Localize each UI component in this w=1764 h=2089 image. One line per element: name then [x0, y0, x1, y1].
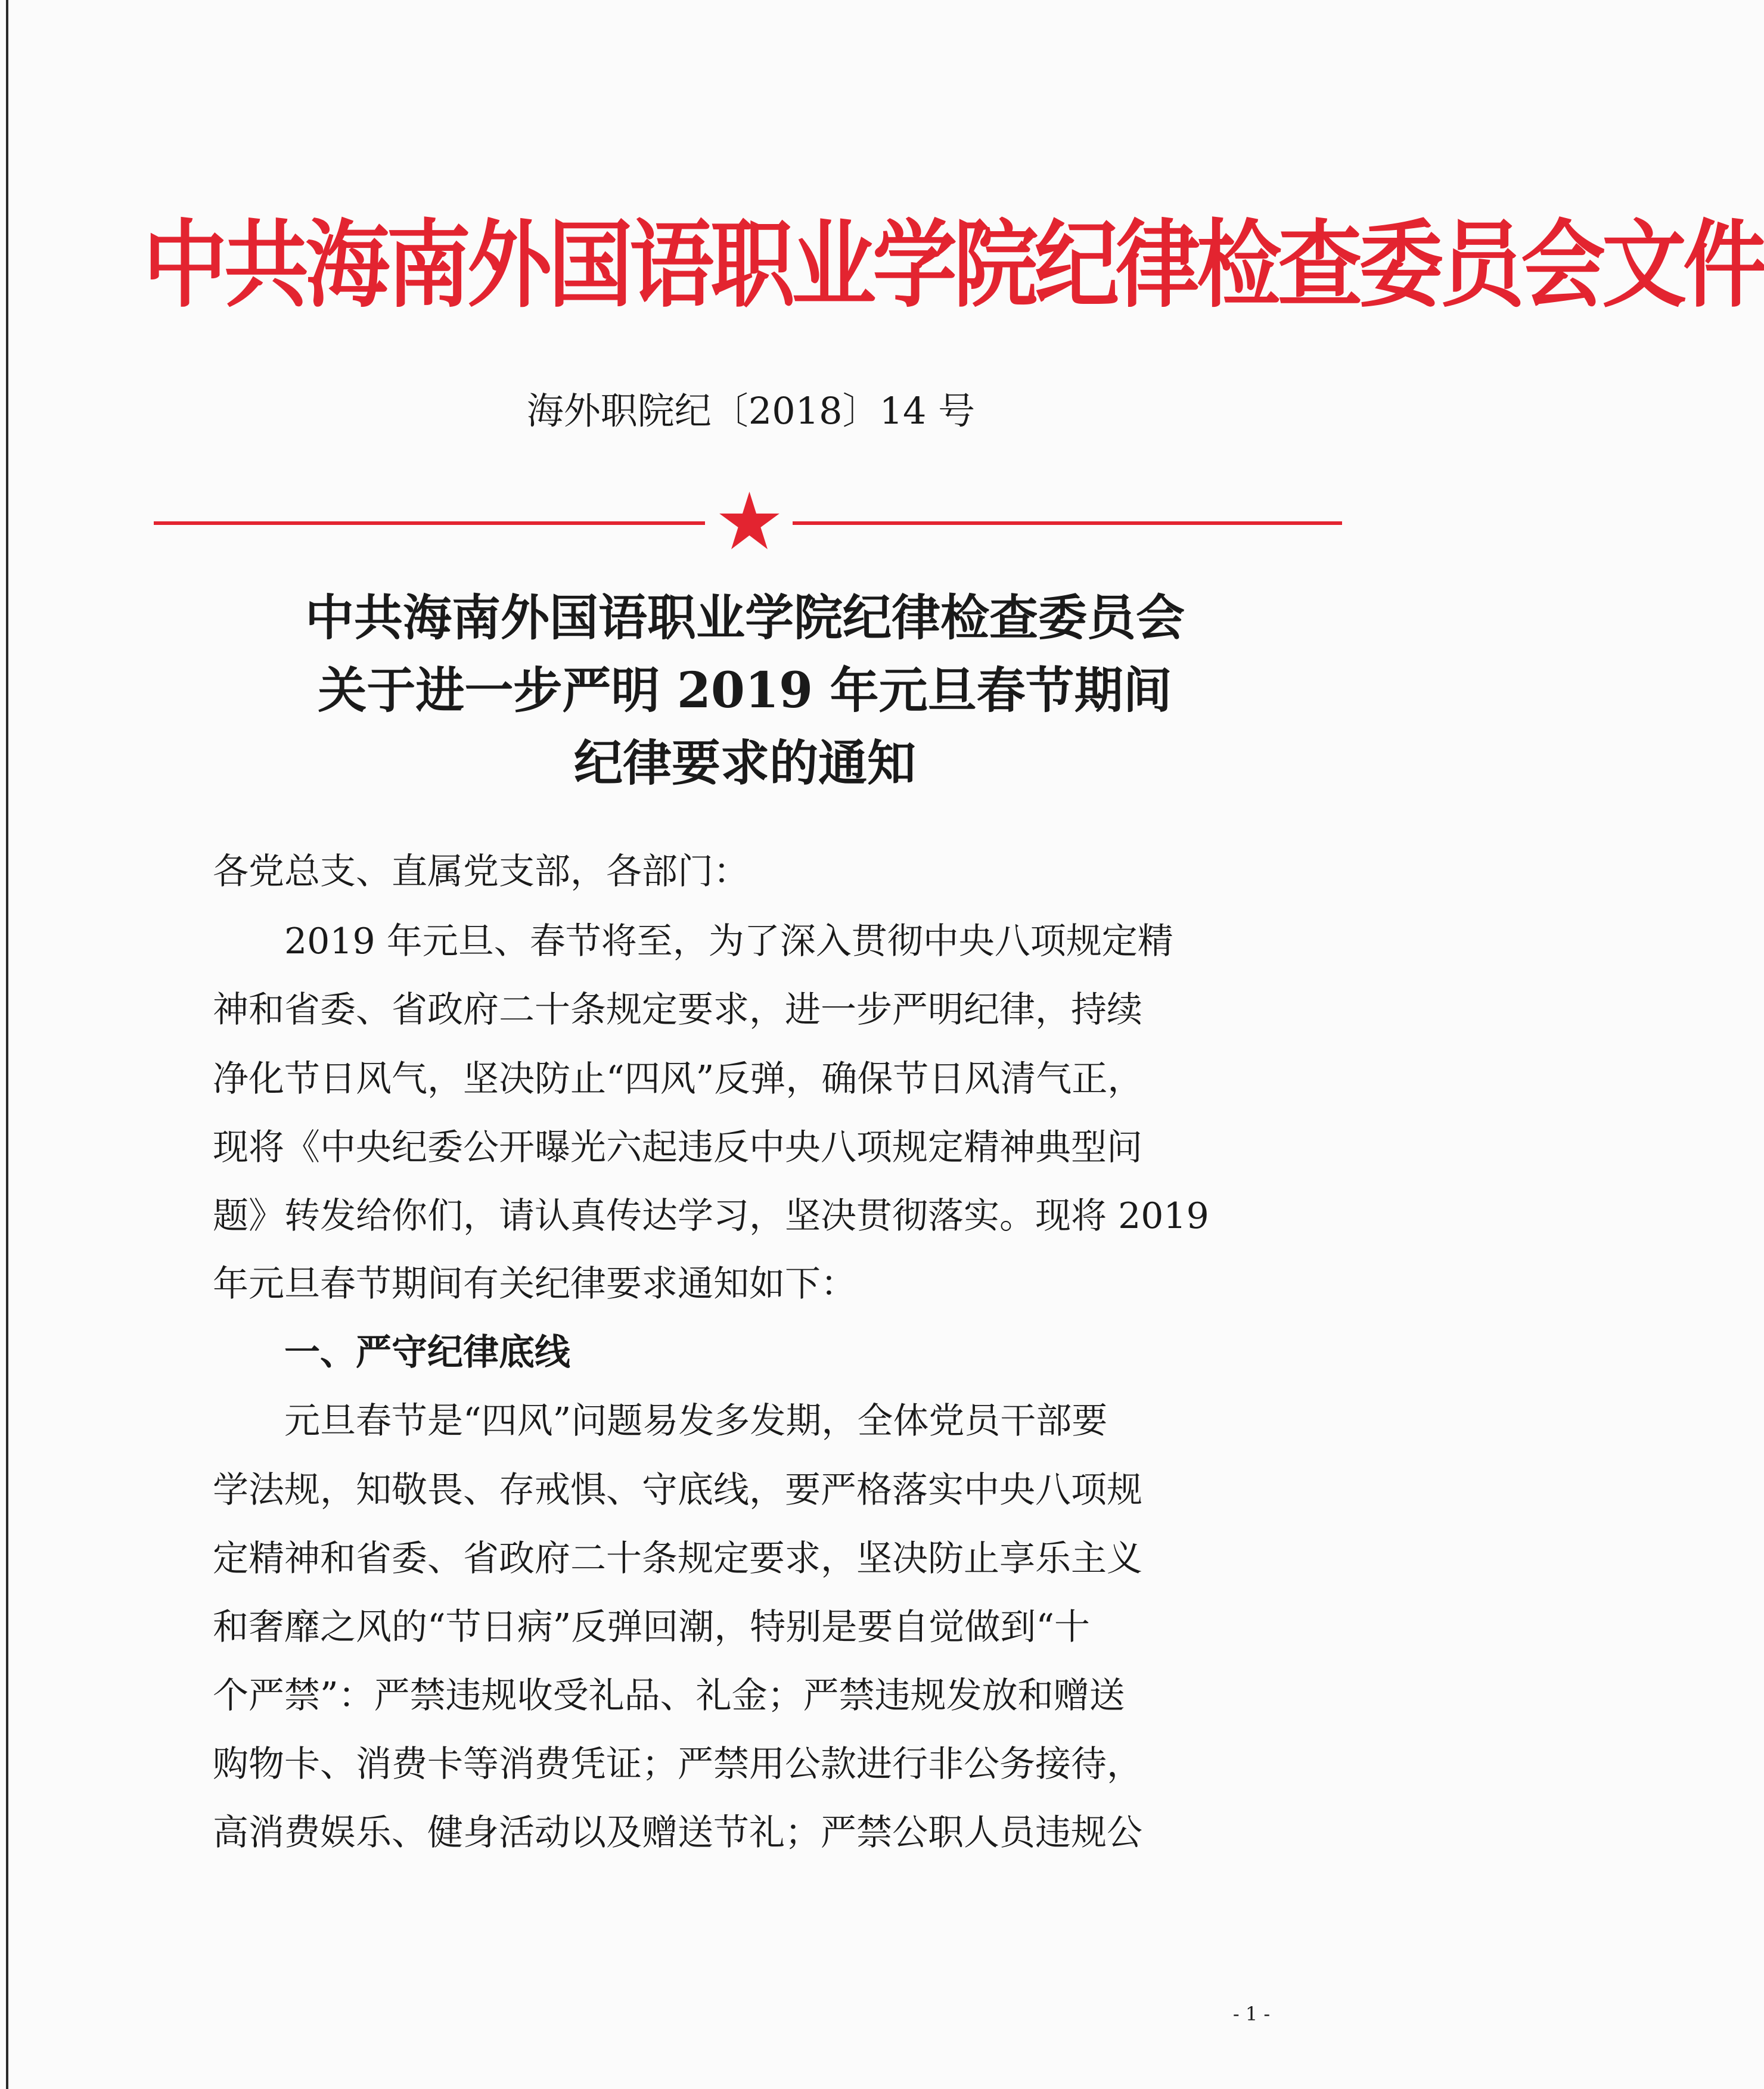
paragraph-1-line: 现将《中央纪委公开曝光六起违反中央八项规定精神典型问 — [213, 1127, 1142, 1168]
notice-title-line-3: 纪律要求的通知 — [573, 735, 916, 792]
red-divider-left — [154, 521, 705, 525]
salutation: 各党总支、直属党支部，各部门： — [213, 851, 749, 893]
paragraph-1-line: 2019 年元旦、春节将至，为了深入贯彻中央八项规定精 — [284, 921, 1173, 962]
paragraph-1-line: 题》转发给你们，请认真传达学习，坚决贯彻落实。现将 2019 — [213, 1195, 1209, 1237]
paragraph-2-line: 元旦春节是“四风”问题易发多发期，全体党员干部要 — [284, 1400, 1108, 1442]
paragraph-1-line: 年元旦春节期间有关纪律要求通知如下： — [213, 1263, 856, 1305]
red-divider-right — [793, 521, 1342, 525]
document-number: 海外职院纪〔2018〕14 号 — [526, 389, 976, 433]
paragraph-2-line: 个严禁”：严禁违规收受礼品、礼金；严禁违规发放和赠送 — [213, 1675, 1125, 1717]
paragraph-1-line: 净化节日风气，坚决防止“四风”反弹，确保节日风清气正， — [213, 1058, 1144, 1100]
paragraph-2-line: 学法规，知敬畏、存戒惧、守底线，要严格落实中央八项规 — [213, 1469, 1142, 1511]
notice-title-line-2: 关于进一步严明 2019 年元旦春节期间 — [318, 662, 1172, 719]
page-edge — [6, 0, 8, 2089]
document-masthead: 中共海南外国语职业学院纪律检查委员会文件 — [143, 210, 1764, 321]
paragraph-2-line: 购物卡、消费卡等消费凭证；严禁用公款进行非公务接待， — [213, 1743, 1142, 1785]
paragraph-2-line: 和奢靡之风的“节日病”反弹回潮，特别是要自觉做到“十 — [213, 1606, 1091, 1648]
page-number: - 1 - — [1232, 2003, 1271, 2025]
paragraph-2-line: 高消费娱乐、健身活动以及赠送节礼；严禁公职人员违规公 — [213, 1812, 1142, 1854]
notice-title-line-1: 中共海南外国语职业学院纪律检查委员会 — [305, 589, 1185, 646]
paragraph-1-line: 神和省委、省政府二十条规定要求，进一步严明纪律，持续 — [213, 989, 1142, 1031]
red-star-icon — [718, 490, 781, 552]
section-heading: 一、严守纪律底线 — [284, 1332, 570, 1373]
paragraph-2-line: 定精神和省委、省政府二十条规定要求，坚决防止享乐主义 — [213, 1538, 1142, 1580]
